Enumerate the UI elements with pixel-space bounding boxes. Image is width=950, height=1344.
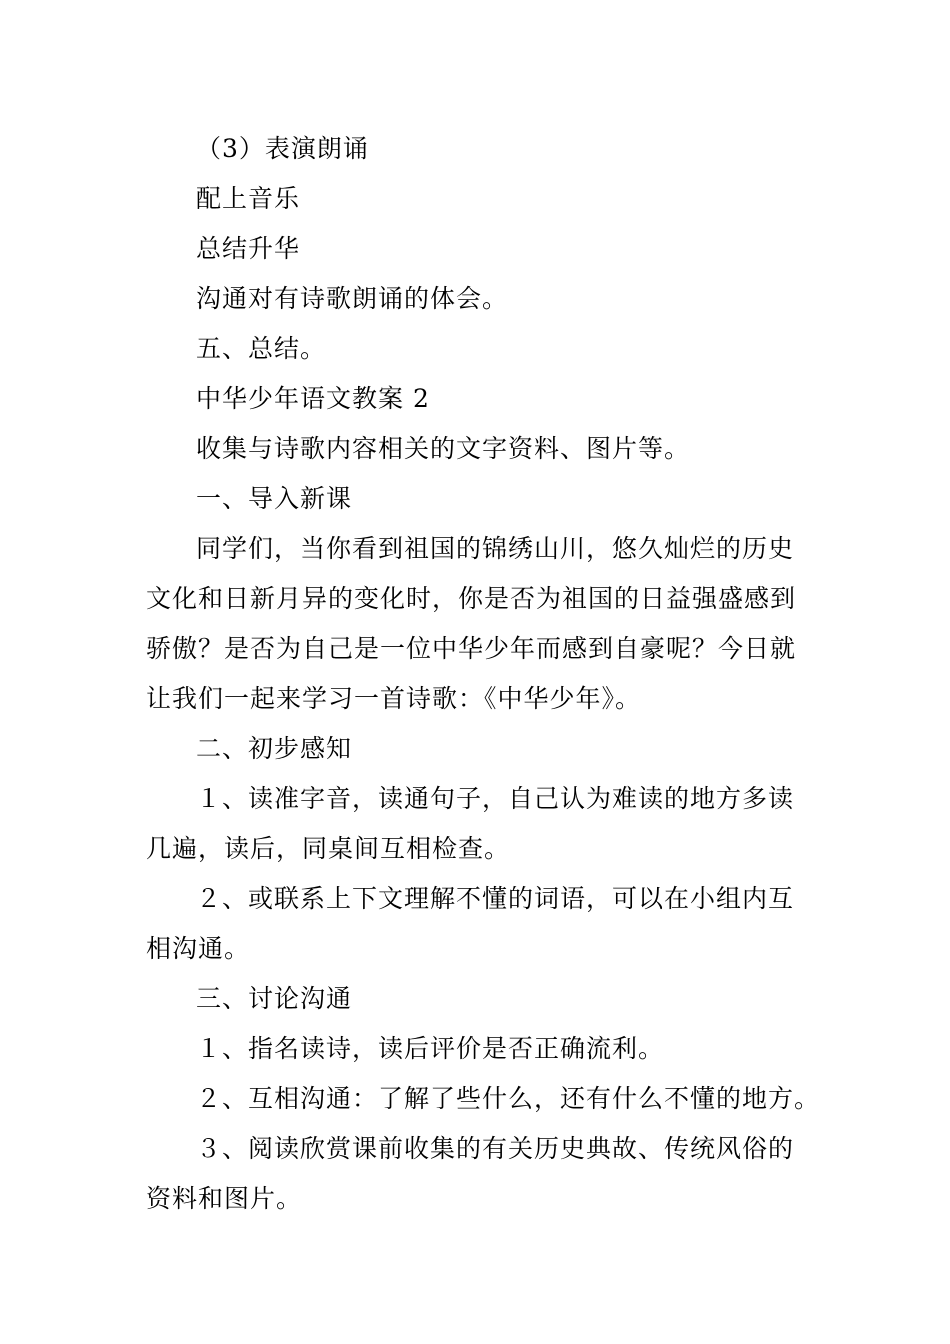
text-line: 三、讨论沟通 <box>196 984 353 1013</box>
text-line: 资料和图片。 <box>146 1184 303 1213</box>
text-line: １、指名读诗，读后评价是否正确流利。 <box>196 1034 665 1063</box>
text-line: １、读准字音，读通句子，自己认为难读的地方多读 <box>196 784 795 813</box>
text-line: 二、初步感知 <box>196 734 353 763</box>
text-line: 配上音乐 <box>196 184 301 213</box>
text-line: 五、总结。 <box>196 334 327 363</box>
text-line: 沟通对有诗歌朗诵的体会。 <box>196 284 509 313</box>
text-line: 同学们，当你看到祖国的锦绣山川，悠久灿烂的历史 <box>196 534 795 563</box>
text-line: 让我们一起来学习一首诗歌：《中华少年》。 <box>146 684 642 713</box>
text-line: 文化和日新月异的变化时，你是否为祖国的日益强盛感到 <box>146 584 797 613</box>
text-line: ３、阅读欣赏课前收集的有关历史典故、传统风俗的 <box>196 1134 795 1163</box>
text-line: 相沟通。 <box>146 934 251 963</box>
text-line: 总结升华 <box>196 234 301 263</box>
text-line: 收集与诗歌内容相关的文字资料、图片等。 <box>196 434 691 463</box>
text-line: ２、或联系上下文理解不懂的词语，可以在小组内互 <box>196 884 795 913</box>
text-line: （3）表演朗诵 <box>196 134 369 163</box>
text-line: 中华少年语文教案 2 <box>196 384 430 413</box>
text-line: 骄傲？是否为自己是一位中华少年而感到自豪呢？今日就 <box>146 634 797 663</box>
text-line: ２、互相沟通：了解了些什么，还有什么不懂的地方。 <box>196 1084 821 1113</box>
text-line: 几遍，读后，同桌间互相检查。 <box>146 834 511 863</box>
text-line: 一、导入新课 <box>196 484 353 513</box>
